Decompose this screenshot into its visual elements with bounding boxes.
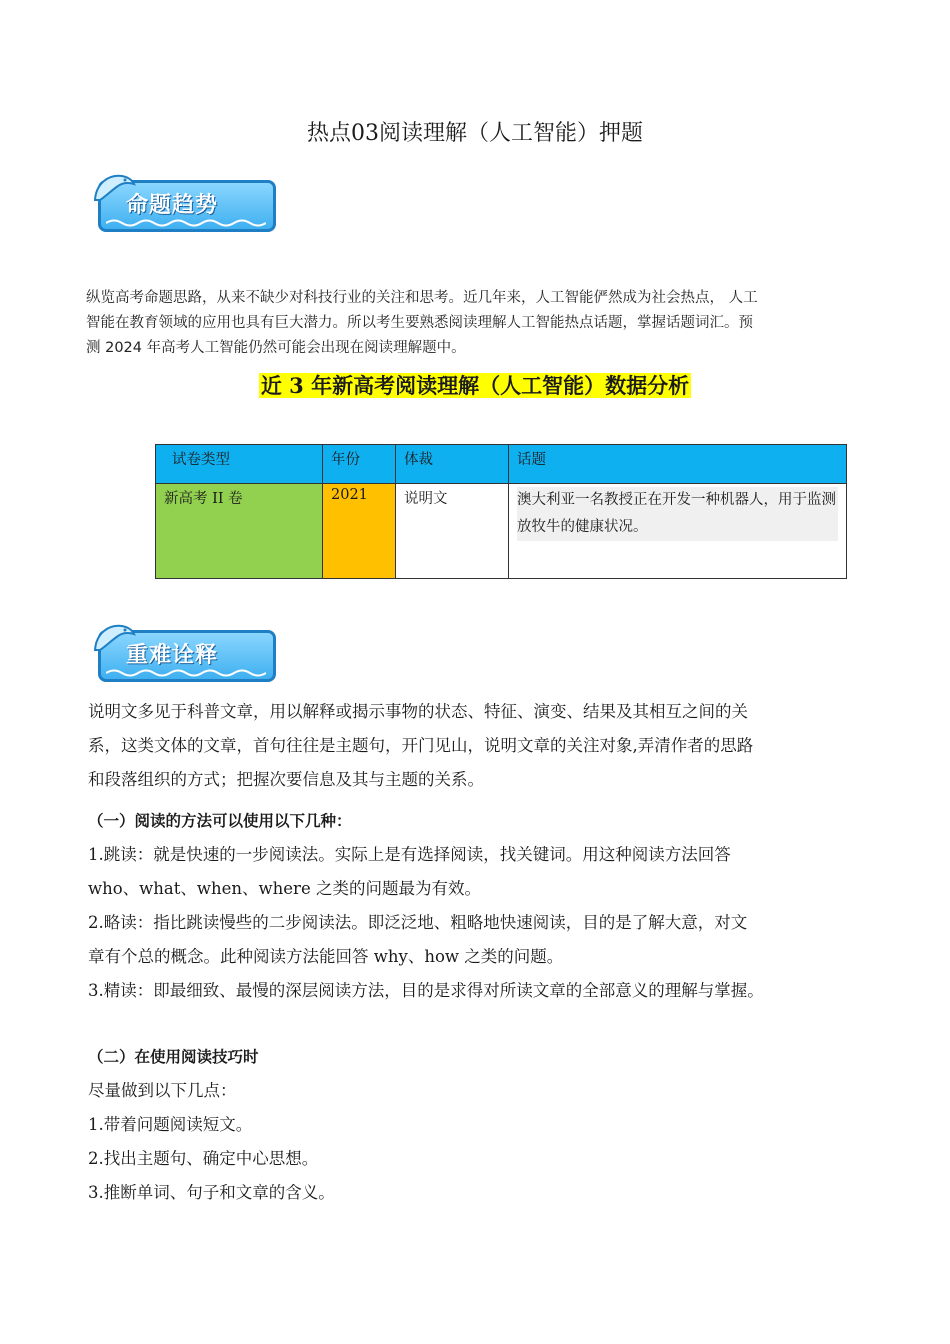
section-badge-trend bbox=[92, 170, 282, 236]
table-header-row bbox=[156, 445, 847, 484]
method-line: 章有个总的概念。此种阅读方法能回答 why、how 之类的问题。 bbox=[88, 947, 564, 966]
topic-text: 澳大利亚一名教授正在开发一种机器人，用于监测放牧牛的健康状况。 bbox=[517, 487, 838, 541]
header-cell-topic: 话题 bbox=[509, 445, 847, 484]
cell-year: 2021 bbox=[323, 484, 396, 579]
method-line: 3.精读：即最细致、最慢的深层阅读方法，目的是求得对所读文章的全部意义的理解与掌握。 bbox=[88, 981, 764, 1000]
cell-topic bbox=[509, 484, 847, 579]
tip-line: 2.找出主题句、确定中心思想。 bbox=[88, 1149, 319, 1168]
genre-paragraph bbox=[88, 695, 868, 797]
section-reading-tips bbox=[88, 1040, 868, 1210]
cell-type: 新高考 II 卷 bbox=[156, 484, 323, 579]
paragraph-line: 和段落组织的方式；把握次要信息及其与主题的关系。 bbox=[88, 770, 484, 789]
paragraph-line: 说明文多见于科普文章，用以解释或揭示事物的状态、特征、演变、结果及其相互之间的关 bbox=[88, 702, 748, 721]
section-heading: （一）阅读的方法可以使用以下几种： bbox=[88, 812, 352, 830]
page-title: 热点03阅读理解（人工智能）押题 bbox=[307, 121, 643, 146]
paragraph-line: 系，这类文体的文章，首句往往是主题句，开门见山，说明文章的关注对象,弄清作者的思路 bbox=[88, 736, 754, 755]
intro-line: 纵览高考命题思路，从来不缺少对科技行业的关注和思考。近几年来，人工智能俨然成为社会热点， 人工 bbox=[86, 290, 758, 306]
header-cell-type: 试卷类型 bbox=[156, 445, 323, 484]
badge-label: 重难诠释 bbox=[126, 643, 219, 668]
table-row bbox=[156, 484, 847, 579]
intro-line: 测 2024 年高考人工智能仍然可能会出现在阅读理解题中。 bbox=[86, 340, 466, 356]
intro-paragraph bbox=[86, 286, 866, 361]
badge-label: 命题趋势 bbox=[126, 193, 219, 218]
subtitle-highlight: 近 3 年新高考阅读理解（人工智能）数据分析 bbox=[260, 373, 690, 398]
method-line: 2.略读：指比跳读慢些的二步阅读法。即泛泛地、粗略地快速阅读，目的是了解大意，对文 bbox=[88, 913, 748, 932]
method-line: 1.跳读：就是快速的一步阅读法。实际上是有选择阅读，找关键词。用这种阅读方法回答 bbox=[88, 845, 731, 864]
tip-line: 3.推断单词、句子和文章的含义。 bbox=[88, 1183, 335, 1202]
analysis-subtitle bbox=[0, 370, 950, 400]
waves-decoration bbox=[106, 668, 266, 678]
cell-genre: 说明文 bbox=[396, 484, 509, 579]
tip-line: 尽量做到以下几点： bbox=[88, 1081, 237, 1100]
section-heading: （二）在使用阅读技巧时 bbox=[88, 1048, 259, 1066]
method-line: who、what、when、where 之类的问题最为有效。 bbox=[88, 879, 481, 898]
waves-decoration bbox=[106, 218, 266, 228]
header-cell-year: 年份 bbox=[323, 445, 396, 484]
tip-line: 1.带着问题阅读短文。 bbox=[88, 1115, 253, 1134]
analysis-table bbox=[155, 444, 847, 579]
header-cell-genre: 体裁 bbox=[396, 445, 509, 484]
intro-line: 智能在教育领域的应用也具有巨大潜力。所以考生要熟悉阅读理解人工智能热点话题，掌握话题词汇。预 bbox=[86, 315, 753, 331]
section-badge-difficulty bbox=[92, 620, 282, 686]
section-reading-methods bbox=[88, 804, 868, 1008]
